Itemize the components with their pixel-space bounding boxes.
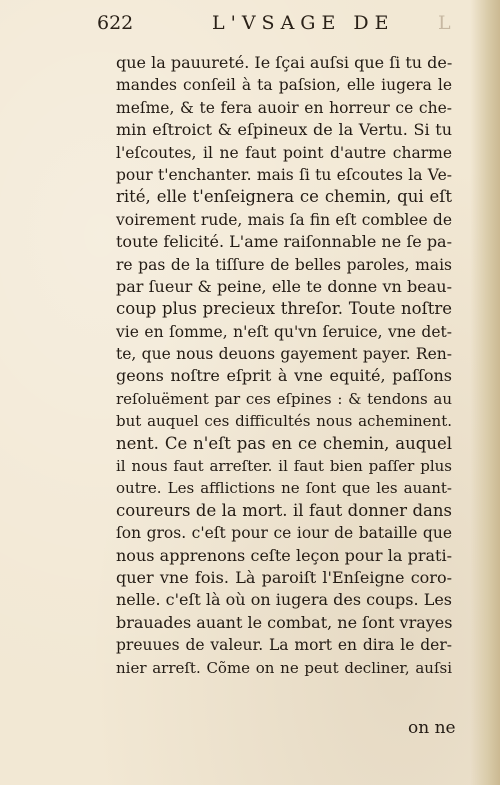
text-line: nous apprenons ceſte leçon pour la prati- — [116, 545, 452, 565]
text-line: quer vne fois. Là paroiſt l'Enſeigne coro- — [116, 567, 452, 587]
text-line: nent. Ce n'eſt pas en ce chemin, auquel — [116, 433, 452, 453]
text-line: geons noſtre eſprit à vne equité, paſſons — [116, 366, 452, 386]
text-line: brauades auant le combat, ne ſont vrayes — [116, 612, 453, 632]
text-line: que la pauureté. Ie ſçai auſsi que ſi tu de- — [116, 53, 453, 72]
page-number: 622 — [97, 12, 134, 34]
text-line: nelle. c'eſt là où on iugera des coups. Les — [116, 590, 452, 610]
text-line: vie en ſomme, n'eſt qu'vn ſeruice, vne det- — [116, 322, 452, 341]
text-line: te, que nous deuons gayement payer. Ren- — [116, 345, 452, 364]
text-line: coup plus precieux threſor. Toute noſtre — [116, 299, 452, 319]
running-title: L'VSAGE DE — [212, 12, 395, 34]
body-text — [116, 52, 452, 679]
text-line: l'eſcoutes, il ne faut point d'autre charme — [116, 143, 452, 162]
text-line: toute felicité. L'ame raiſonnable ne ſe pa- — [116, 232, 452, 252]
bleed-through-mark: L — [438, 12, 451, 34]
text-line: nier arreſt. Cõme on ne peut decliner, auſsi — [116, 658, 452, 677]
text-line: coureurs de la mort. il faut donner dans — [116, 500, 452, 520]
text-line: ſon gros. c'eſt pour ce iour de bataille que — [116, 524, 452, 543]
page-header — [0, 6, 500, 46]
text-line: il nous faut arreſter. il faut bien paſſer plus — [116, 457, 452, 476]
text-line: pour t'enchanter. mais ſi tu eſcoutes la Ve- — [116, 165, 452, 184]
text-line: reſoluëment par ces eſpines : & tendons au — [116, 389, 452, 408]
text-line: preuues de valeur. La mort en dira le der- — [116, 636, 452, 655]
text-line: re pas de la tiſſure de belles paroles, mais — [116, 255, 452, 274]
page-edge-shadow — [470, 0, 500, 785]
text-line: voirement rude, mais ſa fin eſt comblee de — [116, 210, 452, 229]
text-line: meſme, & te fera auoir en horreur ce che- — [116, 98, 452, 117]
text-line: rité, elle t'enſeignera ce chemin, qui eſt — [116, 187, 452, 207]
text-line: mandes conſeil à ta paſsion, elle iugera le — [116, 76, 452, 95]
catchword: on ne — [408, 718, 456, 738]
text-line: par ſueur & peine, elle te donne vn beau- — [116, 276, 452, 296]
text-line: but auquel ces difficultés nous acheminent. — [116, 412, 452, 431]
text-line: min eſtroict & eſpineux de la Vertu. Si tu — [116, 120, 452, 140]
text-line: outre. Les afflictions ne ſont que les auant- — [116, 479, 452, 498]
